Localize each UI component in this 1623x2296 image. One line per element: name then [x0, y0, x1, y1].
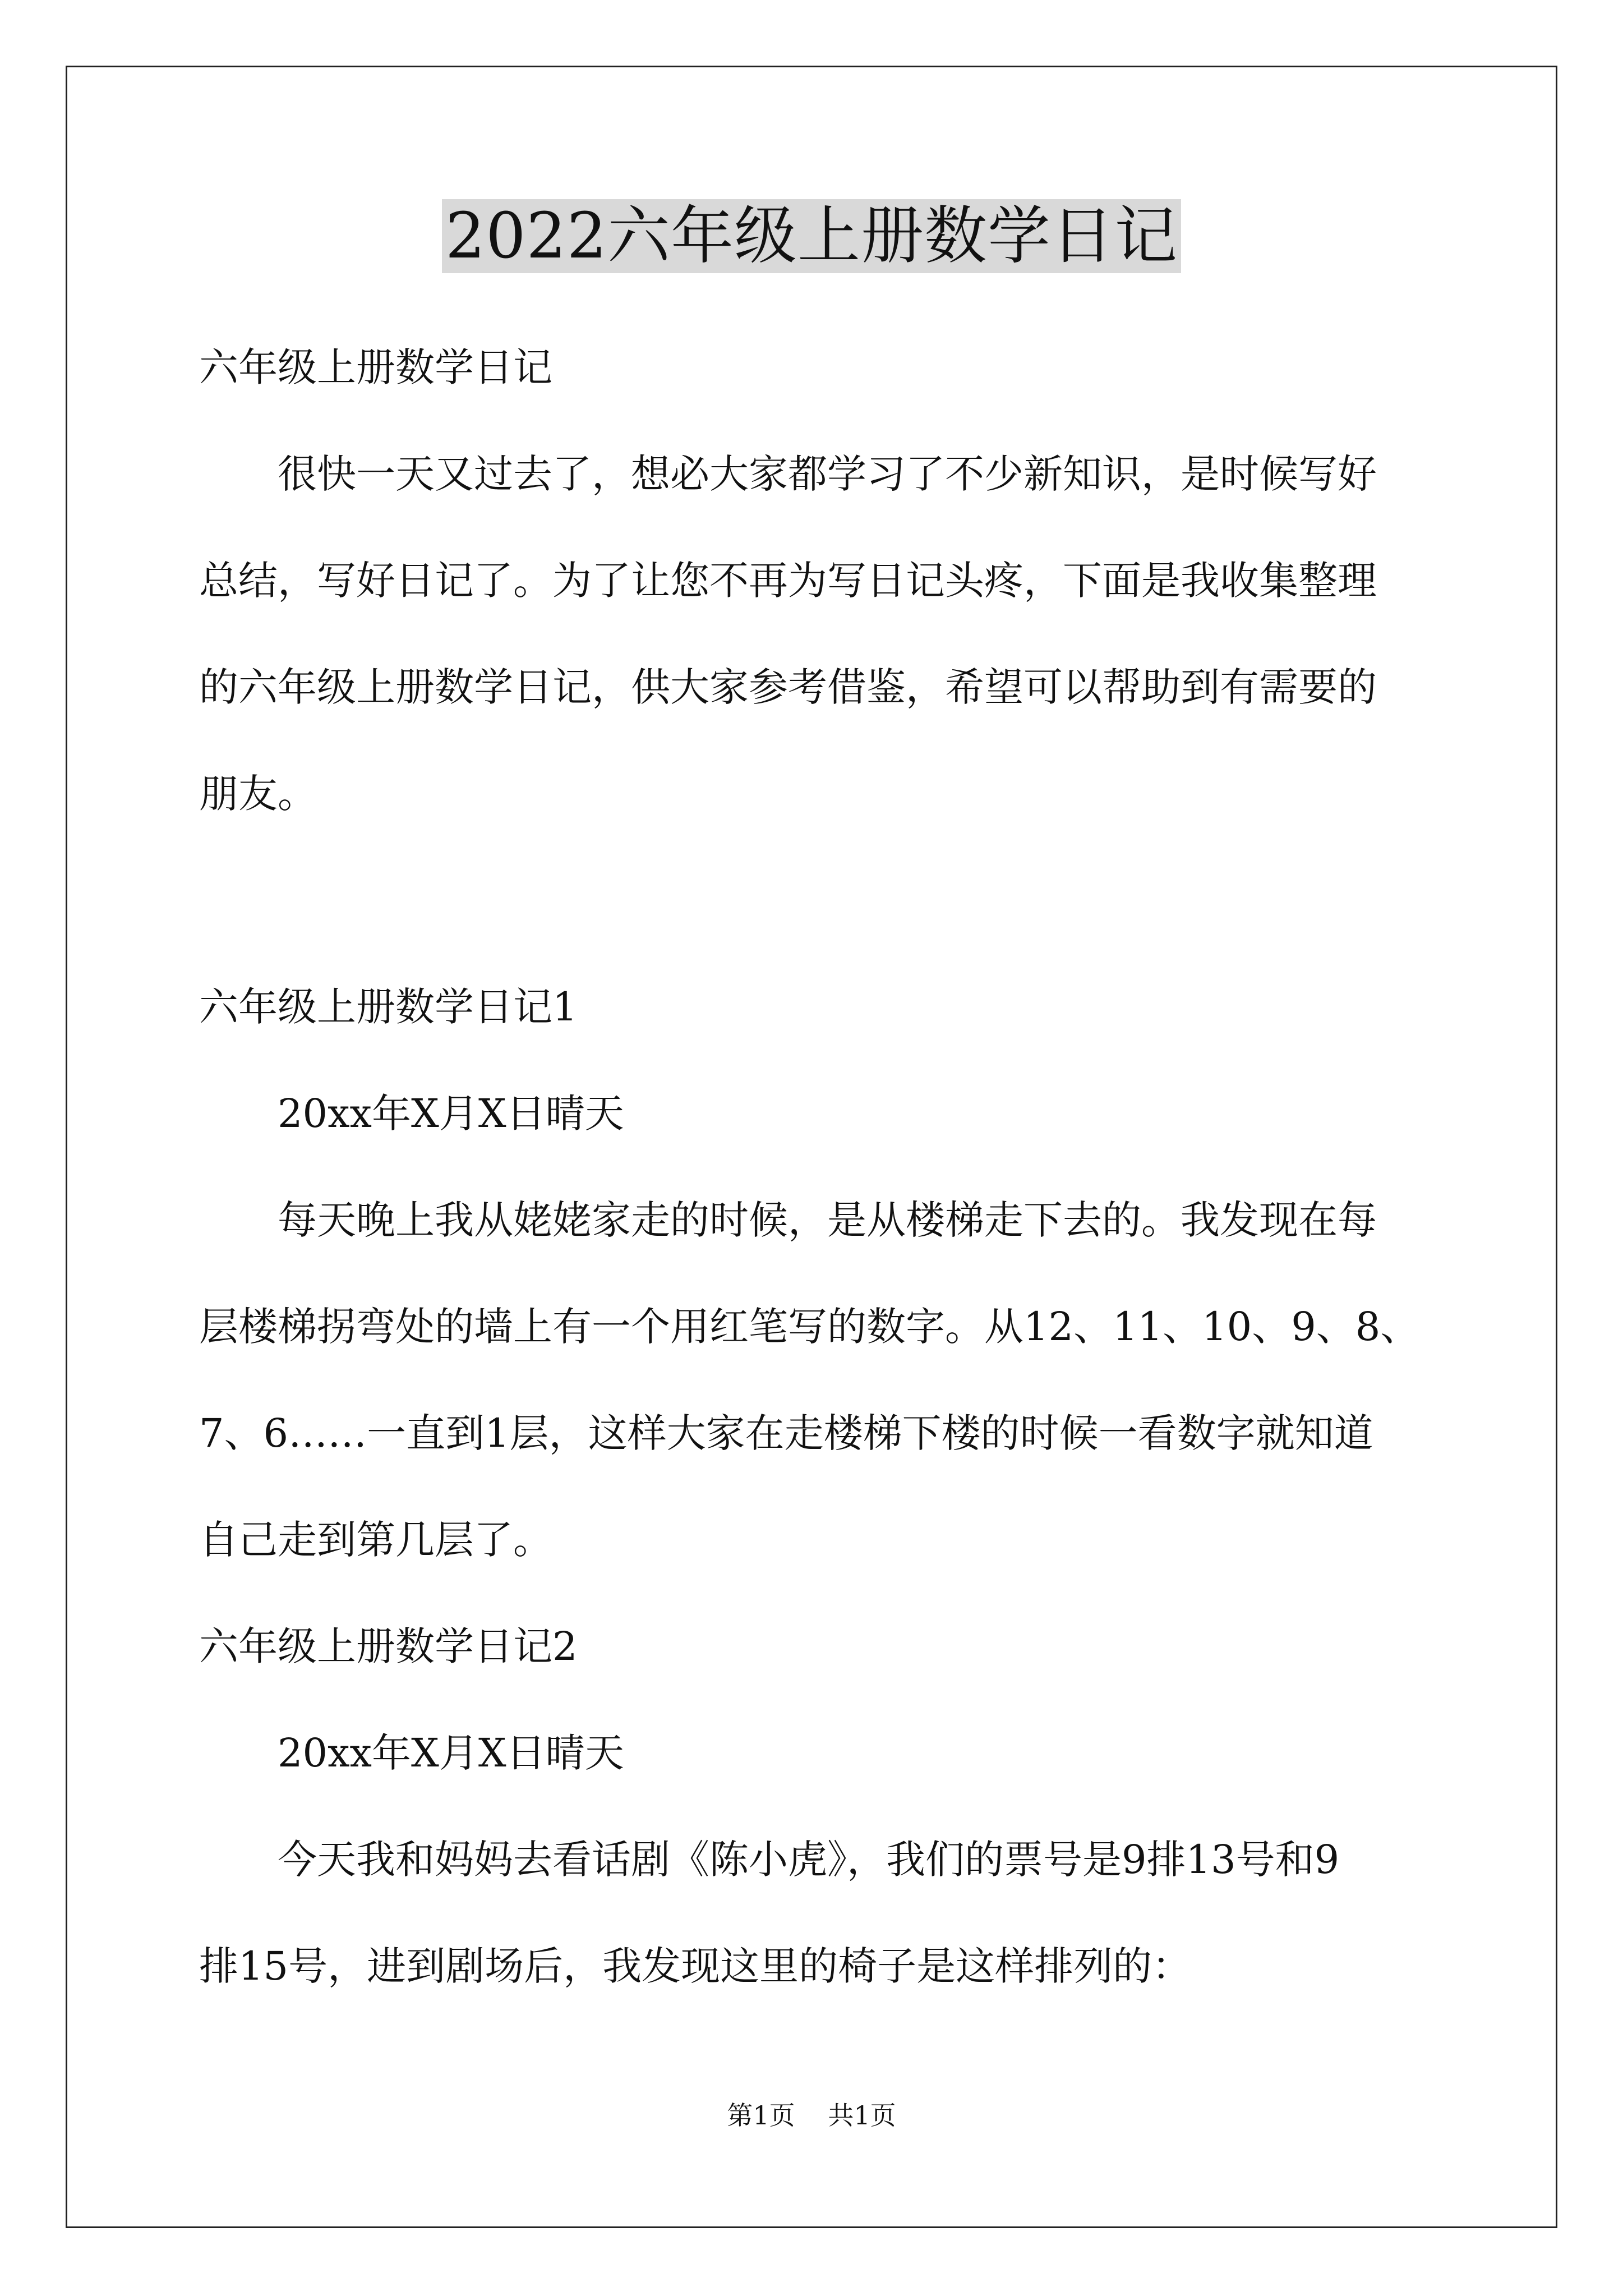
- paragraph-line: 7、6……一直到1层，这样大家在走楼梯下楼的时候一看数字就知道: [199, 1410, 1373, 1456]
- page-number-current: 第1页: [727, 2100, 795, 2131]
- heading-intro: 六年级上册数学日记: [199, 344, 552, 390]
- paragraph-line: 今天我和妈妈去看话剧《陈小虎》，我们的票号是9排13号和9: [278, 1837, 1340, 1883]
- page-footer: [0, 2095, 1623, 2132]
- blank-line: [199, 847, 1455, 954]
- diary-2-date: 20xx年X月X日晴天: [278, 1730, 624, 1776]
- paragraph-line: 的六年级上册数学日记，供大家参考借鉴，希望可以帮助到有需要的: [199, 664, 1377, 710]
- paragraph-line: 每天晚上我从姥姥家走的时候，是从楼梯走下去的。我发现在每: [278, 1197, 1377, 1243]
- heading-diary-2: 六年级上册数学日记2: [199, 1623, 578, 1669]
- paragraph-line: 总结，写好日记了。为了让您不再为写日记头疼，下面是我收集整理: [199, 558, 1377, 604]
- page-number-total: 共1页: [828, 2100, 896, 2131]
- document-body: [199, 314, 1455, 2019]
- paragraph-line: 很快一天又过去了，想必大家都学习了不少新知识，是时候写好: [278, 451, 1377, 497]
- title-container: [0, 199, 1623, 273]
- paragraph-line: 自己走到第几层了。: [199, 1517, 552, 1563]
- paragraph-line: 朋友。: [199, 771, 317, 817]
- document-title: 2022六年级上册数学日记: [442, 199, 1181, 273]
- paragraph-line: 排15号，进到剧场后，我发现这里的椅子是这样排列的：: [199, 1943, 1192, 1989]
- heading-diary-1: 六年级上册数学日记1: [199, 984, 578, 1030]
- paragraph-line: 层楼梯拐弯处的墙上有一个用红笔写的数字。从12、11、10、9、8、: [199, 1304, 1420, 1350]
- diary-1-date: 20xx年X月X日晴天: [278, 1091, 624, 1137]
